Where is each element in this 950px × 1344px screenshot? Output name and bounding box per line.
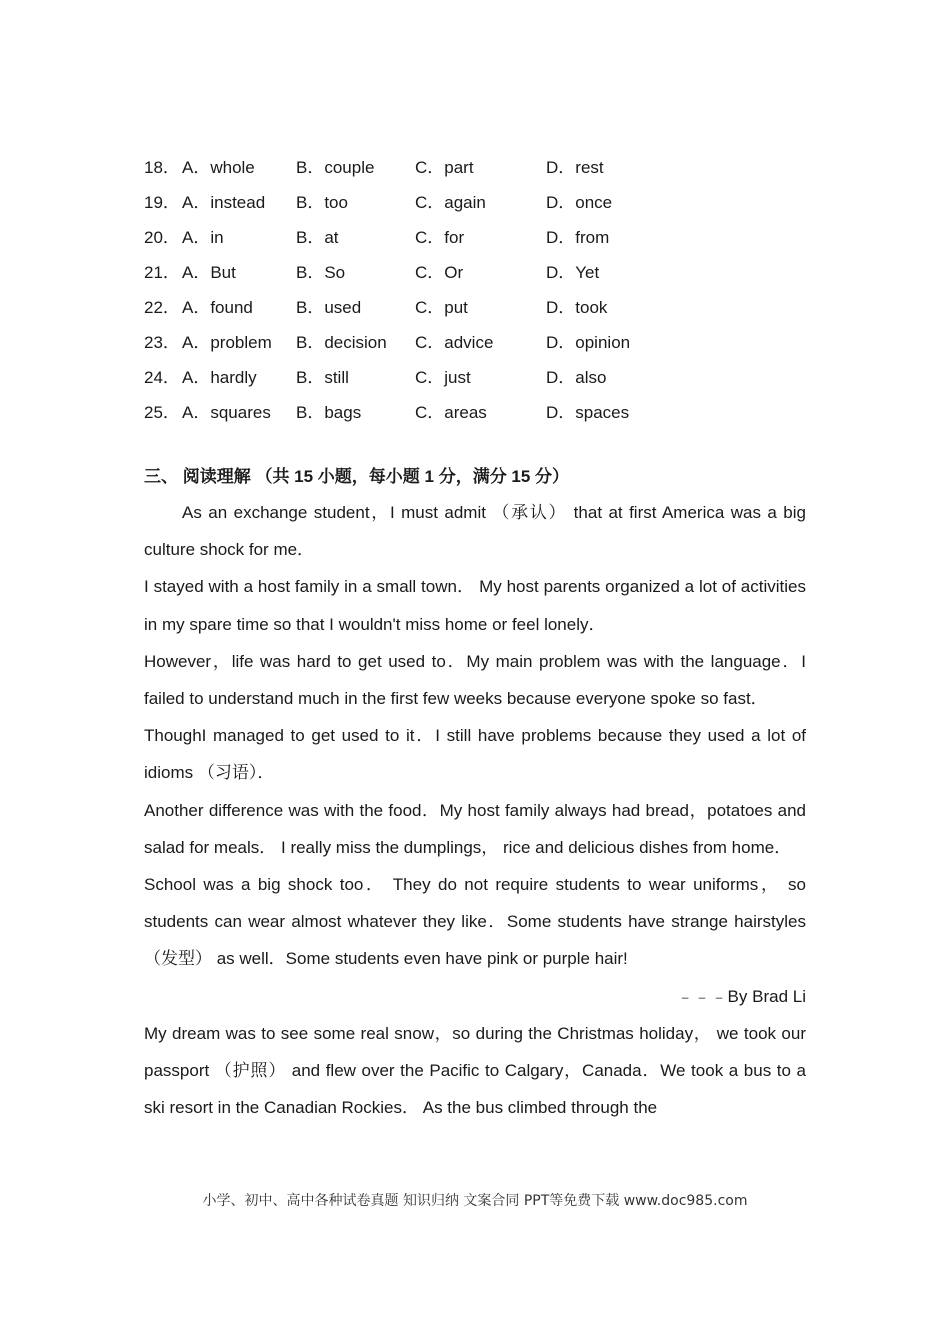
answer-options-list xyxy=(144,148,824,428)
option-b: B．too xyxy=(296,193,348,212)
question-row xyxy=(144,393,824,428)
option-b: B．still xyxy=(296,368,349,387)
question-number: 19． xyxy=(144,193,180,212)
option-d: D．took xyxy=(546,298,608,317)
passage-paragraph: Another difference was with the food．My host family always had bread，potatoes and salad for meals． I really miss the dumplings， rice and delicious dishes from home． xyxy=(144,800,806,857)
passage-paragraph: However，life was hard to get used to．My main problem was with the language．I failed to understand much in the first few weeks because everyone spoke so fast． xyxy=(144,651,806,709)
reading-passage xyxy=(144,494,806,1126)
question-number: 24． xyxy=(144,368,180,387)
page-footer: 小学、初中、高中各种试卷真题 知识归纳 文案合同 PPT等免费下载 www.doc985.com xyxy=(202,1193,748,1209)
option-a: A．But xyxy=(182,263,236,282)
option-c: C．part xyxy=(415,158,474,177)
option-b: B．So xyxy=(296,263,346,282)
question-row xyxy=(144,218,824,253)
option-a: A．squares xyxy=(182,403,271,422)
passage-paragraph: School was a big shock too． They do not require students to wear uniforms， so students can wear almost whatever they like．Some students have strange hairstyles （发型） as well．Some students even have pink or purple hair! xyxy=(144,875,806,969)
option-c: C．Or xyxy=(415,263,464,282)
question-row xyxy=(144,183,824,218)
option-b: B．couple xyxy=(296,158,375,177)
option-a: A．problem xyxy=(182,333,272,352)
option-d: D．once xyxy=(546,193,613,212)
option-a: A．found xyxy=(182,298,253,317)
passage-paragraph: I stayed with a host family in a small town． My host parents organized a lot of activities in my spare time so that I wouldn't miss home or feel lonely． xyxy=(144,577,806,634)
option-c: C．areas xyxy=(415,403,487,422)
section-heading: 三、 阅读理解 （共 15 小题，每小题 1 分，满分 15 分） xyxy=(144,467,570,486)
option-d: D．Yet xyxy=(546,263,600,282)
option-c: C．advice xyxy=(415,333,494,352)
question-number: 22． xyxy=(144,298,180,317)
question-number: 25． xyxy=(144,403,180,422)
option-c: C．put xyxy=(415,298,468,317)
option-b: B．used xyxy=(296,298,362,317)
question-number: 20． xyxy=(144,228,180,247)
option-a: A．hardly xyxy=(182,368,257,387)
option-a: A．instead xyxy=(182,193,266,212)
question-row xyxy=(144,358,824,393)
question-row xyxy=(144,253,824,288)
question-row xyxy=(144,288,824,323)
option-d: D．from xyxy=(546,228,610,247)
option-d: D．opinion xyxy=(546,333,631,352)
option-a: A．in xyxy=(182,228,224,247)
question-row xyxy=(144,148,824,183)
option-d: D．also xyxy=(546,368,607,387)
option-b: B．decision xyxy=(296,333,387,352)
passage-paragraph: As an exchange student，I must admit （承认） that at first America was a big culture shock for me． xyxy=(144,503,806,560)
passage-paragraph: My dream was to see some real snow，so during the Christmas holiday， we took our passport （护照） and flew over the Pacific to Calgary，Canada．We took a bus to a ski resort in the Canadian Rockies． As the bus climbed through the xyxy=(144,1023,806,1118)
option-b: B．at xyxy=(296,228,339,247)
question-number: 23． xyxy=(144,333,180,352)
option-c: C．for xyxy=(415,228,465,247)
author-signature: ﹣﹣﹣By Brad Li xyxy=(676,986,806,1006)
question-number: 18． xyxy=(144,158,180,177)
option-c: C．again xyxy=(415,193,486,212)
option-d: D．spaces xyxy=(546,403,630,422)
option-b: B．bags xyxy=(296,403,362,422)
option-c: C．just xyxy=(415,368,471,387)
option-a: A．whole xyxy=(182,158,255,177)
option-d: D．rest xyxy=(546,158,604,177)
question-number: 21． xyxy=(144,263,180,282)
passage-paragraph: ThoughI managed to get used to it．I still have problems because they used a lot of idioms （习语）． xyxy=(144,726,806,783)
question-row xyxy=(144,323,824,358)
